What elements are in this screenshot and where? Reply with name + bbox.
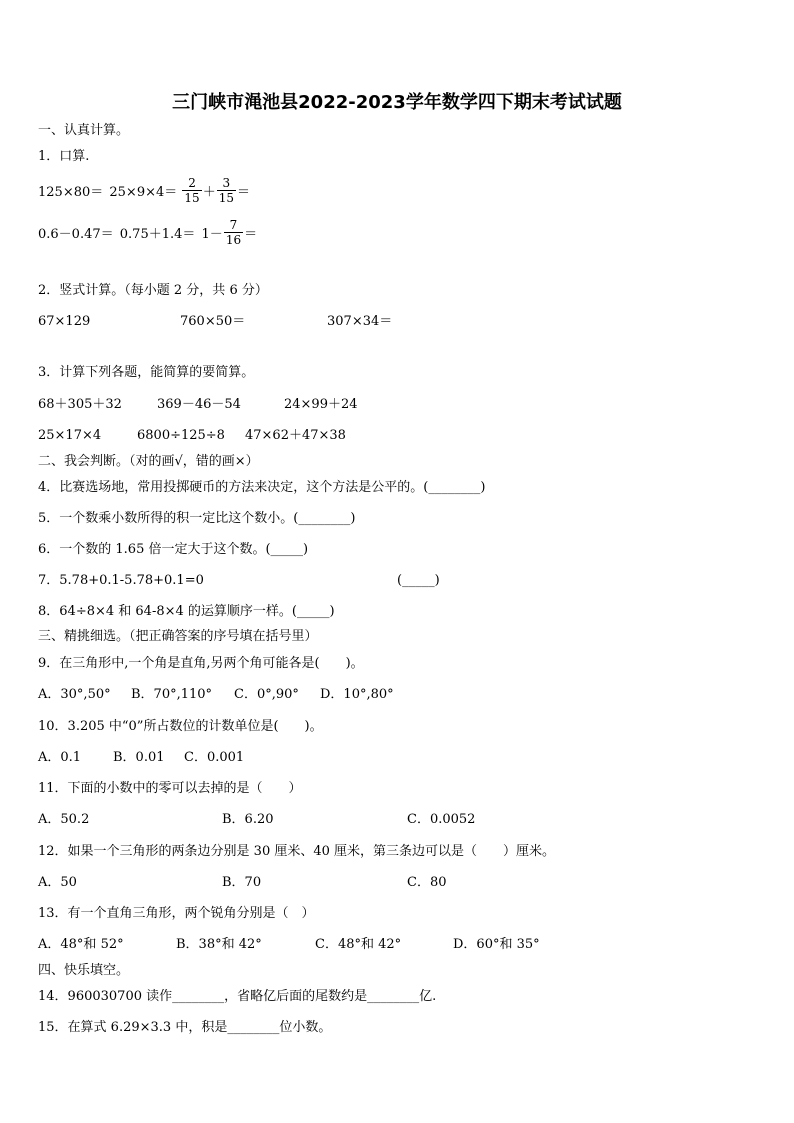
choice-option[interactable]: D．60°和 35°: [453, 937, 540, 952]
vertical-calc-item: 307×34＝: [327, 314, 393, 329]
math-operator: ＋: [202, 185, 216, 200]
section-heading: 一、认真计算。: [38, 123, 130, 138]
judge-question: 4．比赛选场地，常用投掷硬币的方法来决定，这个方法是公平的。(________): [38, 480, 486, 495]
choice-option[interactable]: C．48°和 42°: [315, 937, 402, 952]
choice-question: 9．在三角形中,一个角是直角,另两个角可能各是( )。: [38, 656, 364, 671]
choice-option[interactable]: A．0.1: [38, 750, 82, 765]
vertical-calc-item: 67×129: [38, 314, 91, 329]
calc-item: 47×62＋47×38: [245, 428, 346, 443]
choice-option[interactable]: B．38°和 42°: [176, 937, 262, 952]
fraction-numerator: 2: [182, 176, 201, 191]
fraction: [224, 218, 243, 247]
question-label: 2．竖式计算。（每小题 2 分，共 6 分）: [38, 283, 268, 298]
vertical-calc-item: 760×50＝: [180, 314, 246, 329]
question-label: 3．计算下列各题，能简算的要简算。: [38, 365, 255, 380]
math-item: 1－: [201, 227, 223, 242]
choice-option[interactable]: D．10°,80°: [320, 687, 394, 702]
choice-question: 11．下面的小数中的零可以去掉的是（ ）: [38, 781, 302, 796]
fraction: [217, 176, 236, 205]
judge-question: 5．一个数乘小数所得的积一定比这个数小。(________): [38, 511, 356, 526]
mental-math-row-2: [38, 218, 257, 247]
choice-option[interactable]: B．0.01: [113, 750, 165, 765]
fill-question: 14．960030700 读作________，省略亿后面的尾数约是________亿.: [38, 989, 437, 1004]
fraction: [182, 176, 201, 205]
judge-question: 8．64÷8×4 和 64-8×4 的运算顺序一样。(_____): [38, 604, 335, 619]
fill-question: 15．在算式 6.29×3.3 中，积是________位小数。: [38, 1020, 332, 1035]
choice-option[interactable]: B．70°,110°: [131, 687, 213, 702]
section-heading: 二、我会判断。（对的画√，错的画×）: [38, 454, 259, 469]
math-item: 0.6－0.47＝: [38, 227, 114, 242]
question-label: 1．口算.: [38, 149, 90, 164]
choice-option[interactable]: A．50.2: [38, 812, 90, 827]
choice-option[interactable]: C．0.0052: [407, 812, 476, 827]
choice-option[interactable]: C．0°,90°: [234, 687, 299, 702]
mental-math-row-1: [38, 176, 250, 205]
choice-option[interactable]: B．6.20: [222, 812, 274, 827]
choice-option[interactable]: A．50: [38, 875, 77, 890]
choice-option[interactable]: A．48°和 52°: [38, 937, 124, 952]
math-item: 125×80＝: [38, 185, 104, 200]
section-heading: 四、快乐填空。: [38, 963, 130, 978]
calc-item: 369－46－54: [157, 397, 241, 412]
fraction-numerator: 7: [224, 218, 243, 233]
choice-option[interactable]: C．0.001: [184, 750, 245, 765]
section-heading: 三、精挑细选。（把正确答案的序号填在括号里）: [38, 629, 318, 644]
choice-option[interactable]: C．80: [407, 875, 447, 890]
math-item: 0.75＋1.4＝: [119, 227, 196, 242]
page-title: 三门峡市渑池县2022-2023学年数学四下期末考试试题: [172, 92, 622, 113]
fraction-denominator: 15: [218, 191, 234, 205]
fraction-denominator: 15: [184, 191, 200, 205]
choice-question: 12．如果一个三角形的两条边分别是 30 厘米、40 厘米，第三条边可以是（ ）厘米。: [38, 844, 556, 859]
calc-item: 68＋305＋32: [38, 397, 122, 412]
fraction-numerator: 3: [217, 176, 236, 191]
judge-question: 7．5.78+0.1-5.78+0.1=0: [38, 573, 204, 588]
calc-item: 24×99＋24: [284, 397, 358, 412]
calc-item: 25×17×4: [38, 428, 102, 443]
judge-question: 6．一个数的 1.65 倍一定大于这个数。(_____): [38, 542, 309, 557]
choice-option[interactable]: B．70: [222, 875, 262, 890]
choice-question: 13．有一个直角三角形，两个锐角分别是（ ）: [38, 906, 315, 921]
answer-blank[interactable]: (_____): [397, 573, 440, 588]
choice-option[interactable]: A．30°,50°: [38, 687, 111, 702]
fraction-denominator: 16: [225, 233, 242, 247]
choice-question: 10．3.205 中“0”所占数位的计数单位是( )。: [38, 719, 323, 734]
math-operator: ＝: [236, 185, 250, 200]
math-item: 25×9×4＝: [109, 185, 178, 200]
calc-item: 6800÷125÷8: [137, 428, 225, 443]
math-operator: ＝: [244, 227, 258, 242]
